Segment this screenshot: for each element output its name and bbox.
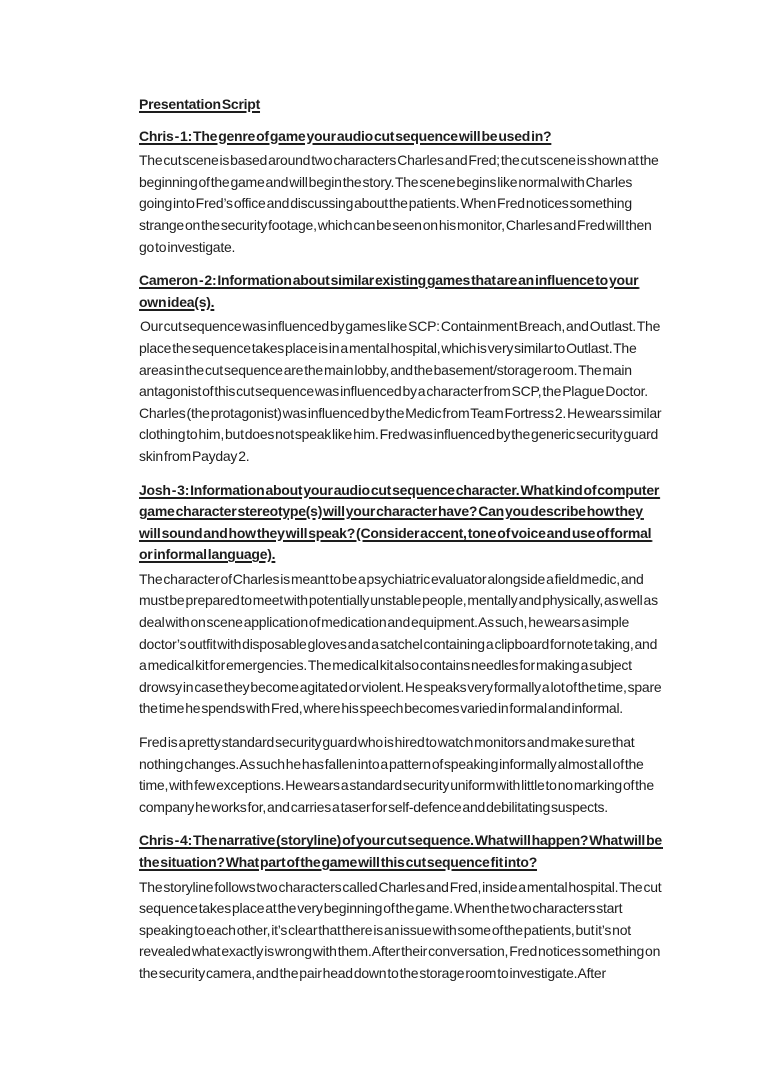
document-title: Presentation Script <box>139 96 261 112</box>
paragraph: The character of Charles is meant to be a psychiatric evaluator alongside a field medic, and must be prepared to meet with potentially unstable people, mentally and physically, as well as deal with on scene application of medication and equipment. As such, he wears a simple doctor’s outfit with disposable gloves and a satchel containing a clipboard for note taking, and a medical kit for emergencies. The medical kit also contains needles for making a subject drowsy in case they become agitated or violent. He speaks very formally a lot of the time, spare the time he spends with Fred, where his speech becomes varied in formal and informal. <box>139 570 663 717</box>
paragraph: The cut scene is based around two characters Charles and Fred; the cut scene is shown at the beginning of the game and will begin the story. The scene begins like normal with Charles going into Fred’s office and discussing about the patients. When Fred notices something strange on the security footage, which can be seen on his monitor, Charles and Fred will then go to investigate. <box>139 152 660 255</box>
paragraph: Our cut sequence was influenced by games like SCP: Containment Breach, and Outlast. The place the sequence takes place is in a mental hospital, which is very similar to Outlast. The areas in the cut sequence are the main lobby, and the basement/storage room. The main antagonist of this cut sequence was influenced by a character from SCP, the Plague Doctor. Charles (the protagonist) was influenced by the Medic from Team Fortress 2. He wears similar clothing to him, but does not speak like him. Fred was influenced by the generic security guard skin from Payday 2. <box>139 318 663 464</box>
section-heading: Cameron - 2: Information about similar existing games that are an influence to your own idea(s). <box>139 272 640 310</box>
section-heading: Chris - 1: The genre of game your audio cut sequence will be used in? <box>139 127 552 144</box>
section-heading: Chris - 4: The narrative (storyline) of your cut sequence. What will happen? What will be the situation? What part of the game will this cut sequence fit into? <box>139 832 663 870</box>
paragraph: Fred is a pretty standard security guard who is hired to watch monitors and make sure that nothing changes. As such he has fallen into a pattern of speaking informally almost all of the time, with few exceptions. He wears a standard security uniform with little to no marking of the company he works for, and carries a taser for self-defence and debilitating suspects. <box>139 734 655 815</box>
section-heading: Josh - 3: Information about your audio cut sequence character. What kind of computer game character stereotype(s) will your character have? Can you describe how they will sound and how they will speak? (Consider accent, tone of voice and use of formal or informal language). <box>139 481 661 563</box>
paragraph: The storyline follows two characters called Charles and Fred, inside a mental hospital. The cut sequence takes place at the very beginning of the game. When the two characters start speaking to each other, it’s clear that there is an issue with some of the patients, but it’s not revealed what exactly is wrong with them. After their conversation, Fred notices something on the security camera, and the pair head down to the storage room to investigate. After <box>139 878 663 981</box>
